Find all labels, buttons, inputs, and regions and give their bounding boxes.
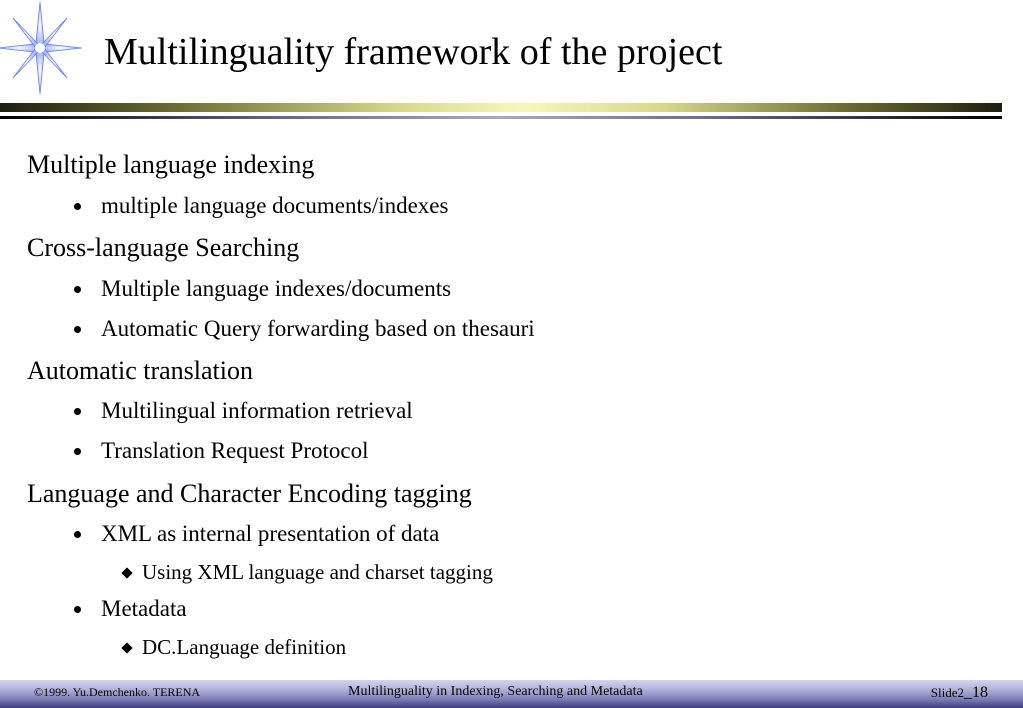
- title-rule: [0, 103, 1002, 112]
- bullet-dot-icon: [74, 286, 81, 293]
- outline-bullet: multiple language documents/indexes: [101, 192, 448, 220]
- outline-subbullet: Using XML language and charset tagging: [142, 559, 493, 585]
- outline-bullet: Translation Request Protocol: [101, 437, 368, 465]
- outline-heading: Cross-language Searching: [27, 233, 300, 262]
- diamond-bullet-icon: [121, 642, 132, 653]
- bullet-dot-icon: [74, 448, 81, 455]
- outline-bullet: XML as internal presentation of data: [101, 520, 439, 548]
- outline-bullet: Automatic Query forwarding based on thesauri: [101, 315, 535, 343]
- bullet-dot-icon: [74, 326, 81, 333]
- outline-bullet: Multiple language indexes/documents: [101, 275, 451, 303]
- slide-footer: [0, 680, 1023, 708]
- outline-heading: Language and Character Encoding tagging: [27, 479, 472, 508]
- bullet-dot-icon: [74, 606, 81, 613]
- outline-bullet: Multilingual information retrieval: [101, 397, 413, 425]
- slide-title: Multilinguality framework of the project: [104, 31, 723, 73]
- diamond-bullet-icon: [121, 567, 132, 578]
- outline-heading: Automatic translation: [27, 356, 254, 385]
- bullet-dot-icon: [74, 531, 81, 538]
- title-rule-thin: [0, 116, 1002, 119]
- bullet-dot-icon: [74, 203, 81, 210]
- outline-heading: Multiple language indexing: [27, 150, 315, 179]
- footer-copyright: ©1999. Yu.Demchenko. TERENA: [34, 685, 201, 699]
- footer-presentation-title: Multilinguality in Indexing, Searching and Metadata: [348, 684, 643, 699]
- footer-slide-number: Slide2_18: [930, 684, 988, 701]
- outline-bullet: Metadata: [101, 595, 187, 623]
- outline-subbullet: DC.Language definition: [142, 634, 346, 660]
- star-logo-icon: [0, 0, 90, 104]
- bullet-dot-icon: [74, 408, 81, 415]
